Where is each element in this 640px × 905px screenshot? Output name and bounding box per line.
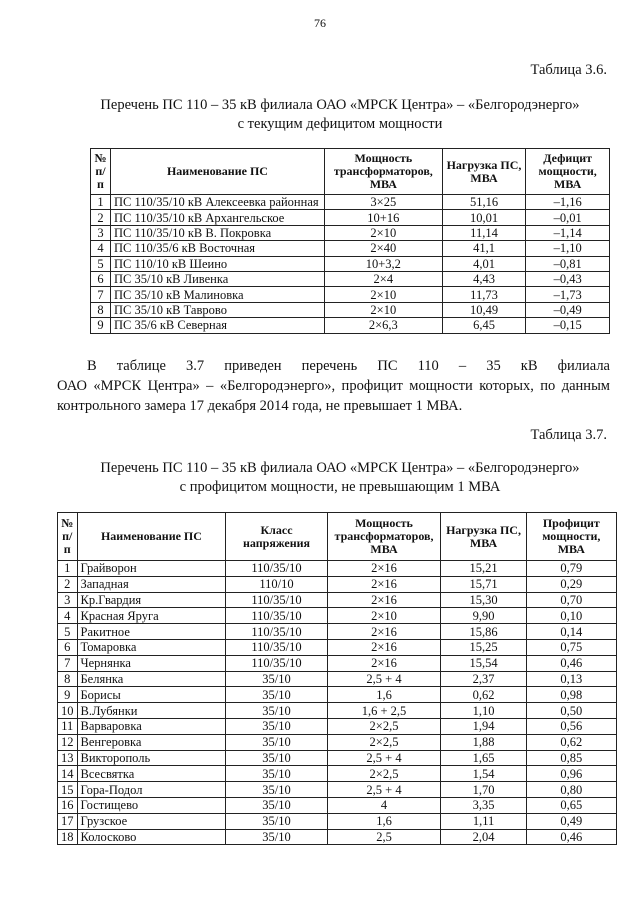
t37-cell: 2,04	[441, 829, 526, 845]
t37-row	[58, 766, 617, 782]
t37-cell: 110/35/10	[226, 624, 327, 640]
t36-cell: –1,16	[526, 195, 610, 210]
t37-header-name: Наименование ПС	[77, 513, 226, 561]
table-3-6-caption: Таблица 3.6.	[530, 62, 607, 78]
t36-cell: ПС 110/10 кВ Шеино	[110, 256, 324, 271]
t37-cell: 0,29	[526, 576, 616, 592]
t37-cell: 2×16	[327, 561, 441, 577]
t36-cell: –0,43	[526, 271, 610, 286]
page-number: 76	[314, 16, 326, 30]
t36-cell: ПС 35/6 кВ Северная	[110, 318, 324, 333]
t37-cell: 18	[58, 829, 78, 845]
t36-cell: 2×6,3	[324, 318, 442, 333]
t37-cell: 3,35	[441, 797, 526, 813]
t36-cell: 2×10	[324, 287, 442, 302]
t37-cell: 2,5	[327, 829, 441, 845]
t36-cell: 6,45	[442, 318, 526, 333]
t37-row	[58, 750, 617, 766]
t37-cell: 1,6	[327, 687, 441, 703]
t37-row	[58, 592, 617, 608]
table-3-7-title	[60, 459, 620, 497]
t37-cell: 2×2,5	[327, 766, 441, 782]
t37-row	[58, 813, 617, 829]
t37-cell: 15,30	[441, 592, 526, 608]
table-3-6-title-line1: Перечень ПС 110 – 35 кВ филиала ОАО «МРСК Центра» – «Белгородэнерго»	[100, 97, 580, 113]
t37-cell: 2×10	[327, 608, 441, 624]
t37-cell: 0,46	[526, 655, 616, 671]
t37-cell: 1,70	[441, 782, 526, 798]
t37-cell: 2×2,5	[327, 718, 441, 734]
t37-cell: 9,90	[441, 608, 526, 624]
t37-cell: 1,11	[441, 813, 526, 829]
t37-cell: 0,70	[526, 592, 616, 608]
t37-header-num: № п/п	[58, 513, 78, 561]
t37-cell: 13	[58, 750, 78, 766]
t37-cell: 8	[58, 671, 78, 687]
t36-cell: ПС 35/10 кВ Ливенка	[110, 271, 324, 286]
t37-cell: 4	[58, 608, 78, 624]
t37-cell: 1	[58, 561, 78, 577]
t36-row	[91, 287, 610, 302]
t36-cell: –1,14	[526, 225, 610, 240]
t36-cell: 9	[91, 318, 111, 333]
t37-cell: 0,80	[526, 782, 616, 798]
t37-cell: 0,62	[441, 687, 526, 703]
t37-cell: 35/10	[226, 718, 327, 734]
t36-cell: ПС 110/35/10 кВ В. Покровка	[110, 225, 324, 240]
t36-header-num: № п/п	[91, 149, 111, 195]
body-paragraph	[57, 356, 610, 416]
t37-row	[58, 655, 617, 671]
t37-cell: 0,10	[526, 608, 616, 624]
t37-cell: 35/10	[226, 671, 327, 687]
t36-row	[91, 195, 610, 210]
t37-header-load: Нагрузка ПС, МВА	[441, 513, 526, 561]
table-3-6	[90, 148, 610, 334]
t36-cell: ПС 35/10 кВ Таврово	[110, 302, 324, 317]
t36-row	[91, 256, 610, 271]
t36-cell: 41,1	[442, 241, 526, 256]
t37-cell: Борисы	[77, 687, 226, 703]
t37-cell: 2×16	[327, 655, 441, 671]
t36-cell: 2×40	[324, 241, 442, 256]
t37-cell: 35/10	[226, 797, 327, 813]
t37-cell: 2×16	[327, 592, 441, 608]
t37-cell: 15	[58, 782, 78, 798]
t36-cell: 3	[91, 225, 111, 240]
t37-row	[58, 703, 617, 719]
t37-row	[58, 671, 617, 687]
t37-cell: 2,37	[441, 671, 526, 687]
t37-cell: 35/10	[226, 687, 327, 703]
t36-cell: 5	[91, 256, 111, 271]
t36-row	[91, 210, 610, 225]
t37-cell: 5	[58, 624, 78, 640]
t37-cell: 2,5 + 4	[327, 671, 441, 687]
t36-header-power: Мощность трансформаторов, МВА	[324, 149, 442, 195]
t36-cell: ПС 110/35/6 кВ Восточная	[110, 241, 324, 256]
t36-cell: 10,49	[442, 302, 526, 317]
t36-cell: 2×4	[324, 271, 442, 286]
t36-cell: 6	[91, 271, 111, 286]
t37-cell: 35/10	[226, 703, 327, 719]
t37-cell: 110/35/10	[226, 561, 327, 577]
t37-cell: 4	[327, 797, 441, 813]
t37-cell: 110/35/10	[226, 608, 327, 624]
t36-cell: ПС 110/35/10 кВ Алексеевка районная	[110, 195, 324, 210]
t37-cell: 35/10	[226, 829, 327, 845]
t36-cell: –0,15	[526, 318, 610, 333]
t37-cell: 1,6 + 2,5	[327, 703, 441, 719]
t36-cell: ПС 35/10 кВ Малиновка	[110, 287, 324, 302]
t37-cell: 2×16	[327, 576, 441, 592]
t37-cell: 35/10	[226, 766, 327, 782]
t36-cell: 7	[91, 287, 111, 302]
t37-cell: 17	[58, 813, 78, 829]
t37-cell: Всесвятка	[77, 766, 226, 782]
t37-cell: 6	[58, 639, 78, 655]
t37-cell: 14	[58, 766, 78, 782]
t37-cell: 9	[58, 687, 78, 703]
table-3-6-title-line2: с текущим дефицитом мощности	[237, 116, 443, 132]
t37-header-surplus: Профицит мощности, МВА	[526, 513, 616, 561]
t37-cell: Грузское	[77, 813, 226, 829]
t37-cell: Ракитное	[77, 624, 226, 640]
t37-cell: 110/35/10	[226, 639, 327, 655]
t37-cell: 3	[58, 592, 78, 608]
t37-cell: Белянка	[77, 671, 226, 687]
t37-row	[58, 782, 617, 798]
t37-row	[58, 829, 617, 845]
t37-cell: 15,21	[441, 561, 526, 577]
t37-cell: 0,75	[526, 639, 616, 655]
t36-cell: –1,73	[526, 287, 610, 302]
t36-cell: ПС 110/35/10 кВ Архангельское	[110, 210, 324, 225]
t37-cell: 2×16	[327, 639, 441, 655]
t37-cell: 15,86	[441, 624, 526, 640]
t37-cell: 0,13	[526, 671, 616, 687]
table-3-7-title-line2: с профицитом мощности, не превышающим 1 МВА	[179, 479, 501, 495]
t37-cell: Грайворон	[77, 561, 226, 577]
t37-row	[58, 608, 617, 624]
t36-cell: –0,01	[526, 210, 610, 225]
t37-row	[58, 687, 617, 703]
t36-cell: –0,49	[526, 302, 610, 317]
t37-cell: 11	[58, 718, 78, 734]
t37-cell: 2×16	[327, 624, 441, 640]
t37-cell: 1,10	[441, 703, 526, 719]
t37-cell: 1,6	[327, 813, 441, 829]
t37-cell: 15,71	[441, 576, 526, 592]
t37-cell: 1,54	[441, 766, 526, 782]
t37-cell: 2	[58, 576, 78, 592]
t36-cell: 1	[91, 195, 111, 210]
t36-cell: 4,01	[442, 256, 526, 271]
paragraph-line1: В таблице 3.7 приведен перечень ПС 110 – 35 кВ филиала	[87, 358, 610, 374]
t37-cell: Красная Яруга	[77, 608, 226, 624]
t37-cell: 7	[58, 655, 78, 671]
t36-row	[91, 241, 610, 256]
t37-cell: 2×2,5	[327, 734, 441, 750]
t37-header-voltage: Класс напряжения	[226, 513, 327, 561]
t37-cell: 0,98	[526, 687, 616, 703]
t37-row	[58, 561, 617, 577]
t37-row	[58, 718, 617, 734]
table-3-7-caption: Таблица 3.7.	[530, 427, 607, 443]
t37-cell: 35/10	[226, 813, 327, 829]
t36-row	[91, 271, 610, 286]
t37-cell: 16	[58, 797, 78, 813]
t37-cell: 0,14	[526, 624, 616, 640]
t37-cell: 0,50	[526, 703, 616, 719]
t37-cell: Гостищево	[77, 797, 226, 813]
t37-cell: 1,65	[441, 750, 526, 766]
t37-cell: 15,54	[441, 655, 526, 671]
t36-row	[91, 225, 610, 240]
t37-row	[58, 624, 617, 640]
t37-cell: 0,49	[526, 813, 616, 829]
t36-cell: 3×25	[324, 195, 442, 210]
t37-cell: 0,85	[526, 750, 616, 766]
t37-cell: 1,88	[441, 734, 526, 750]
t37-cell: 35/10	[226, 782, 327, 798]
t37-cell: 12	[58, 734, 78, 750]
t37-cell: 0,62	[526, 734, 616, 750]
t37-cell: Викторополь	[77, 750, 226, 766]
t36-cell: 2	[91, 210, 111, 225]
t37-cell: Варваровка	[77, 718, 226, 734]
t37-cell: Кр.Гвардия	[77, 592, 226, 608]
t37-cell: 110/35/10	[226, 655, 327, 671]
t37-row	[58, 576, 617, 592]
t37-cell: 0,96	[526, 766, 616, 782]
t37-cell: 0,46	[526, 829, 616, 845]
t36-header-name: Наименование ПС	[110, 149, 324, 195]
t37-cell: 0,79	[526, 561, 616, 577]
t37-cell: Чернянка	[77, 655, 226, 671]
table-3-7	[57, 512, 617, 845]
t36-row	[91, 318, 610, 333]
t36-header-load: Нагрузка ПС, МВА	[442, 149, 526, 195]
t37-row	[58, 797, 617, 813]
t36-cell: 2×10	[324, 225, 442, 240]
t37-header-power: Мощность трансформаторов, МВА	[327, 513, 441, 561]
t37-cell: 2,5 + 4	[327, 782, 441, 798]
t37-cell: 2,5 + 4	[327, 750, 441, 766]
t37-cell: Гора-Подол	[77, 782, 226, 798]
t37-cell: В.Лубянки	[77, 703, 226, 719]
t37-row	[58, 734, 617, 750]
t36-cell: 51,16	[442, 195, 526, 210]
t36-cell: 11,73	[442, 287, 526, 302]
t37-cell: 110/10	[226, 576, 327, 592]
t36-header-deficit: Дефицит мощности, МВА	[526, 149, 610, 195]
paragraph-rest: ОАО «МРСК Центра» – «Белгородэнерго», профицит мощности которых, по данным контрольного замера 17 декабря 2014 года, не превышает 1 МВА.	[57, 378, 610, 414]
t37-cell: Колосково	[77, 829, 226, 845]
t37-cell: 35/10	[226, 734, 327, 750]
t36-cell: 10,01	[442, 210, 526, 225]
t37-cell: Томаровка	[77, 639, 226, 655]
t36-cell: 8	[91, 302, 111, 317]
t36-cell: –1,10	[526, 241, 610, 256]
t37-cell: 0,65	[526, 797, 616, 813]
t37-cell: 1,94	[441, 718, 526, 734]
t36-row	[91, 302, 610, 317]
table-3-7-title-line1: Перечень ПС 110 – 35 кВ филиала ОАО «МРСК Центра» – «Белгородэнерго»	[100, 460, 580, 476]
t36-cell: 2×10	[324, 302, 442, 317]
t37-cell: Западная	[77, 576, 226, 592]
t36-cell: 10+3,2	[324, 256, 442, 271]
t37-cell: 15,25	[441, 639, 526, 655]
t36-cell: 4,43	[442, 271, 526, 286]
t37-cell: 0,56	[526, 718, 616, 734]
t37-row	[58, 639, 617, 655]
t36-cell: 11,14	[442, 225, 526, 240]
t37-cell: 35/10	[226, 750, 327, 766]
t36-cell: 10+16	[324, 210, 442, 225]
table-3-6-title	[60, 96, 620, 134]
t37-cell: Венгеровка	[77, 734, 226, 750]
t37-cell: 10	[58, 703, 78, 719]
t36-cell: 4	[91, 241, 111, 256]
t37-cell: 110/35/10	[226, 592, 327, 608]
t36-cell: –0,81	[526, 256, 610, 271]
